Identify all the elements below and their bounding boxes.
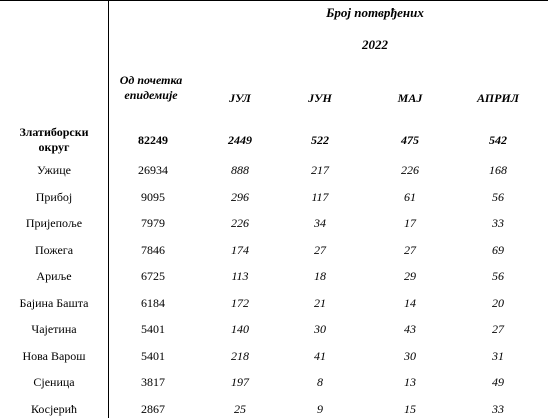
cell-maj: 226	[401, 163, 419, 177]
cell-jul: 218	[231, 349, 249, 363]
cell-jun: 117	[311, 190, 329, 204]
cell-jun: 18	[314, 269, 326, 283]
cell-maj: 61	[404, 190, 416, 204]
cell-maj: 17	[404, 216, 416, 230]
cell-jul: 197	[231, 375, 249, 389]
cell-since-start: 7979	[141, 216, 165, 230]
region-april: 542	[489, 133, 507, 147]
region-jul: 2449	[228, 133, 252, 147]
municipality-name: Прибој	[35, 190, 73, 204]
cell-jul: 113	[231, 269, 249, 283]
cell-april: 56	[492, 269, 504, 283]
region-name: Златиборски округ	[19, 125, 89, 154]
cell-jun: 217	[311, 163, 329, 177]
cell-april: 20	[492, 296, 504, 310]
cell-maj: 29	[404, 269, 416, 283]
municipality-name: Пријепоље	[25, 216, 83, 230]
cell-jun: 27	[314, 243, 326, 257]
cell-jul: 25	[234, 402, 246, 416]
cell-april: 49	[492, 375, 504, 389]
municipality-name: Косјерић	[30, 402, 78, 416]
cell-april: 56	[492, 190, 504, 204]
cell-since-start: 6725	[141, 269, 165, 283]
cell-since-start: 2867	[141, 402, 165, 416]
cell-april: 33	[492, 402, 504, 416]
top-border	[0, 0, 548, 1]
cell-maj: 15	[404, 402, 416, 416]
municipality-name: Ужице	[37, 163, 71, 177]
municipality-name: Сјеница	[33, 375, 75, 389]
group-title: Број потврђених	[326, 5, 424, 20]
col-header-jun: ЈУН	[308, 91, 332, 105]
cell-jun: 34	[314, 216, 326, 230]
col-header-since: Од почетка епидемије	[119, 73, 183, 102]
cell-since-start: 6184	[141, 296, 165, 310]
cell-since-start: 3817	[141, 375, 165, 389]
municipality-name: Бајина Башта	[19, 296, 89, 310]
cell-jun: 41	[314, 349, 326, 363]
region-jun: 522	[311, 133, 329, 147]
cell-jul: 172	[231, 296, 249, 310]
cell-maj: 27	[404, 243, 416, 257]
cell-jun: 21	[314, 296, 326, 310]
municipality-name: Ариље	[36, 269, 72, 283]
cell-maj: 13	[404, 375, 416, 389]
col-header-april: АПРИЛ	[477, 91, 519, 105]
cell-april: 168	[489, 163, 507, 177]
cell-maj: 43	[404, 322, 416, 336]
cell-april: 33	[492, 216, 504, 230]
cell-jun: 30	[314, 322, 326, 336]
cell-jul: 174	[231, 243, 249, 257]
col-header-maj: МАЈ	[397, 91, 423, 105]
cell-jul: 140	[231, 322, 249, 336]
cell-maj: 14	[404, 296, 416, 310]
cell-since-start: 26934	[138, 163, 168, 177]
region-since: 82249	[138, 133, 168, 147]
region-maj: 475	[401, 133, 419, 147]
municipality-name: Нова Варош	[22, 349, 86, 363]
cell-jul: 888	[231, 163, 249, 177]
cell-april: 69	[492, 243, 504, 257]
municipality-name: Чајетина	[31, 322, 77, 336]
municipality-name: Пожега	[34, 243, 74, 257]
cell-jun: 8	[317, 375, 323, 389]
cell-maj: 30	[404, 349, 416, 363]
first-column-divider	[108, 0, 109, 418]
year-header: 2022	[362, 37, 388, 52]
cell-jun: 9	[317, 402, 323, 416]
cell-since-start: 9095	[141, 190, 165, 204]
cell-since-start: 7846	[141, 243, 165, 257]
col-header-jul: ЈУЛ	[229, 91, 251, 105]
cell-since-start: 5401	[141, 322, 165, 336]
cell-april: 27	[492, 322, 504, 336]
cell-jul: 226	[231, 216, 249, 230]
cell-jul: 296	[231, 190, 249, 204]
cell-april: 31	[492, 349, 504, 363]
cell-since-start: 5401	[141, 349, 165, 363]
